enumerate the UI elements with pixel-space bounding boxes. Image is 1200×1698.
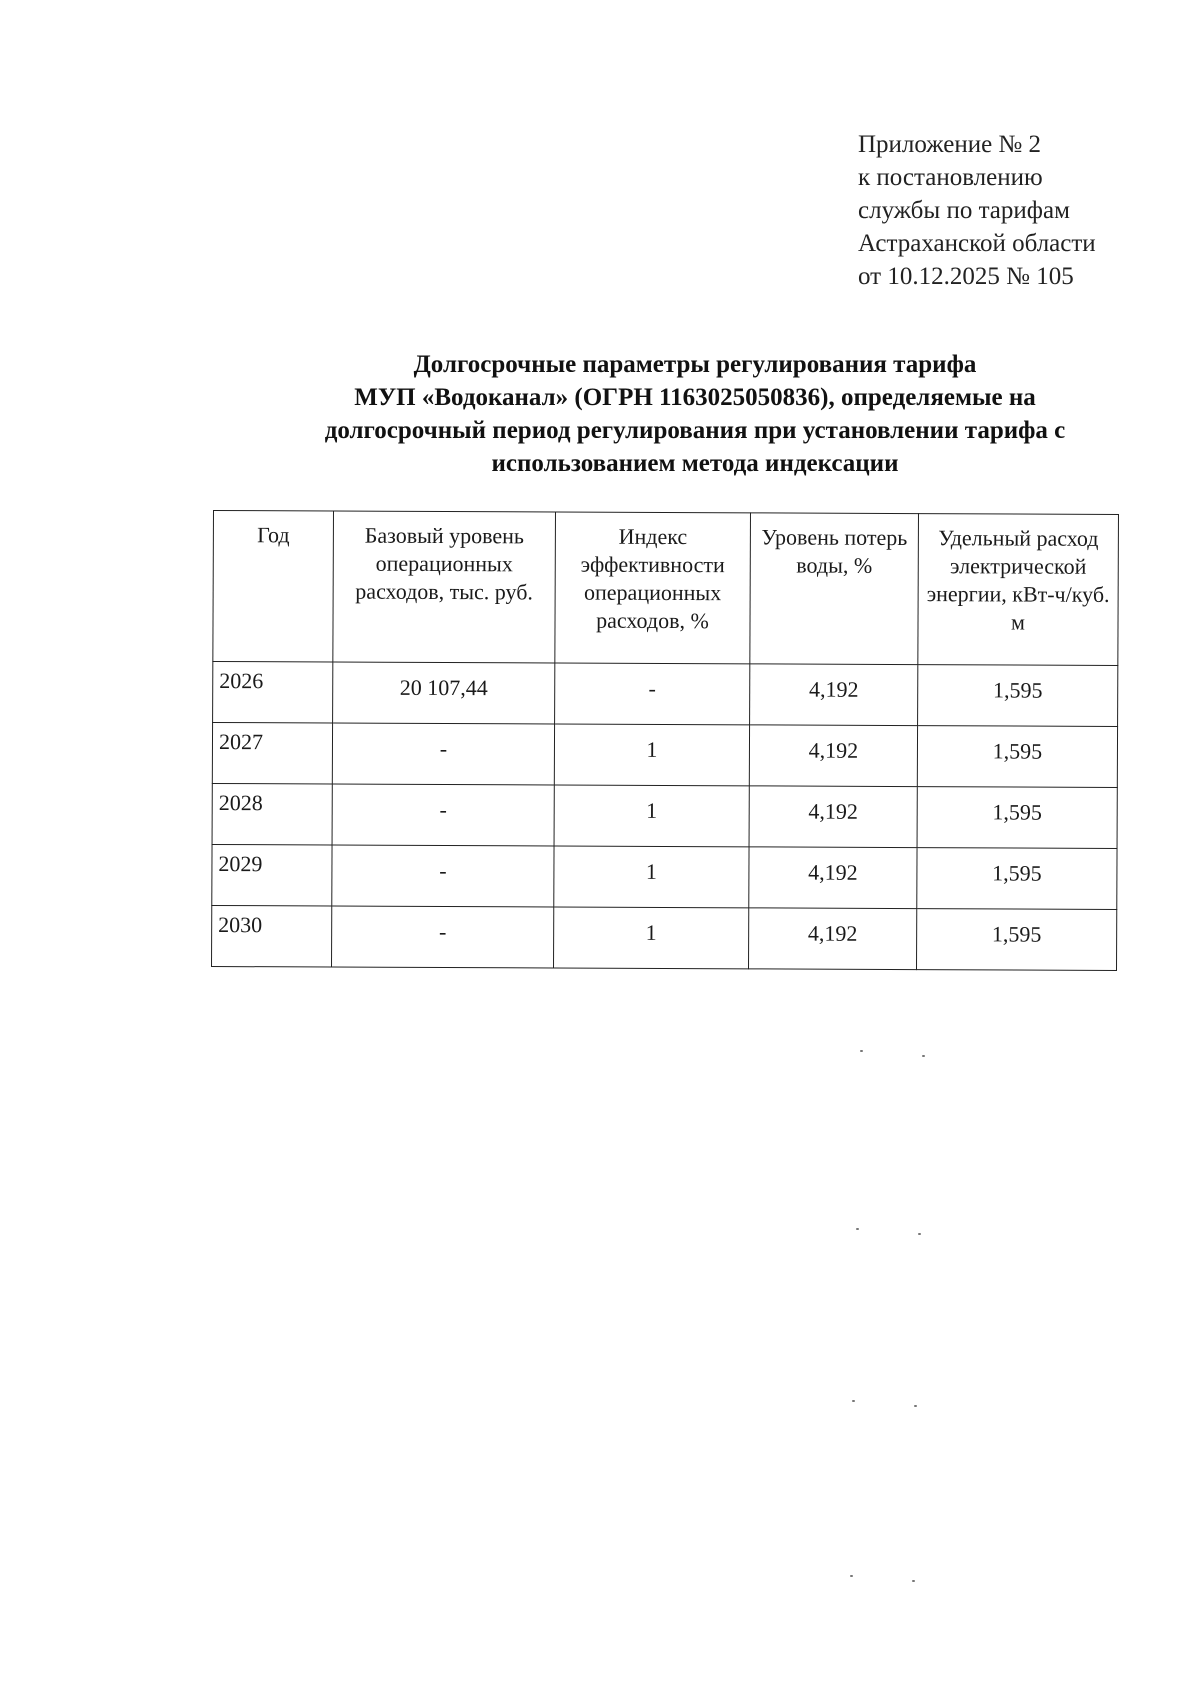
- cell-water-loss: 4,192: [749, 786, 917, 848]
- header-efficiency-index: Индекс эффективности операционных расходов, %: [555, 512, 751, 664]
- cell-water-loss: 4,192: [749, 725, 917, 787]
- table-row: [212, 905, 1117, 970]
- cell-base-opex: 20 107,44: [333, 662, 555, 724]
- scan-speck: [860, 1050, 863, 1052]
- header-base-opex: Базовый уровень операционных расходов, тыс. руб.: [333, 511, 556, 663]
- cell-energy-consumption: 1,595: [917, 848, 1117, 910]
- appendix-line: к постановлению: [858, 164, 1043, 191]
- appendix-block: [858, 128, 1158, 293]
- scan-speck: [852, 1400, 855, 1402]
- cell-water-loss: 4,192: [749, 847, 917, 909]
- cell-base-opex: -: [332, 845, 554, 907]
- cell-year: 2027: [212, 723, 332, 785]
- appendix-line: службы по тарифам: [858, 197, 1070, 224]
- table-row: [212, 844, 1117, 909]
- appendix-line: Астраханской области: [858, 230, 1096, 257]
- scan-speck: [850, 1575, 853, 1577]
- scan-speck: [912, 1580, 915, 1582]
- title-line: использованием метода индексации: [491, 450, 899, 477]
- cell-base-opex: -: [332, 784, 554, 846]
- parameters-table-wrapper: [211, 510, 1118, 971]
- title-line: долгосрочный период регулирования при установлении тарифа с: [324, 417, 1066, 444]
- appendix-line: от 10.12.2025 № 105: [858, 263, 1074, 290]
- table-row: [213, 662, 1118, 727]
- title-line: Долгосрочные параметры регулирования тарифа: [413, 351, 977, 378]
- scan-speck: [914, 1405, 917, 1407]
- cell-year: 2030: [212, 905, 332, 967]
- table-row: [212, 783, 1117, 848]
- title-line: МУП «Водоканал» (ОГРН 1163025050836), определяемые на: [354, 384, 1036, 411]
- cell-energy-consumption: 1,595: [917, 726, 1117, 788]
- cell-base-opex: -: [332, 906, 554, 968]
- cell-energy-consumption: 1,595: [917, 909, 1117, 971]
- parameters-table: [211, 510, 1119, 971]
- cell-year: 2029: [212, 844, 332, 906]
- cell-base-opex: -: [332, 723, 554, 785]
- cell-efficiency-index: 1: [554, 846, 749, 908]
- cell-water-loss: 4,192: [750, 664, 918, 726]
- cell-efficiency-index: 1: [554, 724, 749, 786]
- appendix-line: Приложение № 2: [858, 131, 1042, 158]
- cell-efficiency-index: 1: [554, 785, 749, 847]
- cell-energy-consumption: 1,595: [917, 787, 1117, 849]
- header-energy-consumption: Удельный расход электрической энергии, кВт-ч/куб. м: [918, 514, 1119, 666]
- document-title: [250, 348, 1140, 480]
- cell-efficiency-index: 1: [554, 907, 749, 969]
- cell-efficiency-index: -: [555, 663, 750, 725]
- table-header-row: [213, 511, 1119, 666]
- header-year: Год: [213, 511, 334, 663]
- cell-year: 2026: [213, 662, 333, 724]
- cell-year: 2028: [212, 783, 332, 845]
- table-row: [212, 723, 1117, 788]
- scan-speck: [922, 1055, 925, 1057]
- scan-speck: [918, 1233, 921, 1235]
- scan-speck: [856, 1228, 859, 1230]
- cell-energy-consumption: 1,595: [918, 665, 1118, 727]
- cell-water-loss: 4,192: [749, 908, 917, 970]
- header-water-loss: Уровень потерь воды, %: [750, 513, 919, 665]
